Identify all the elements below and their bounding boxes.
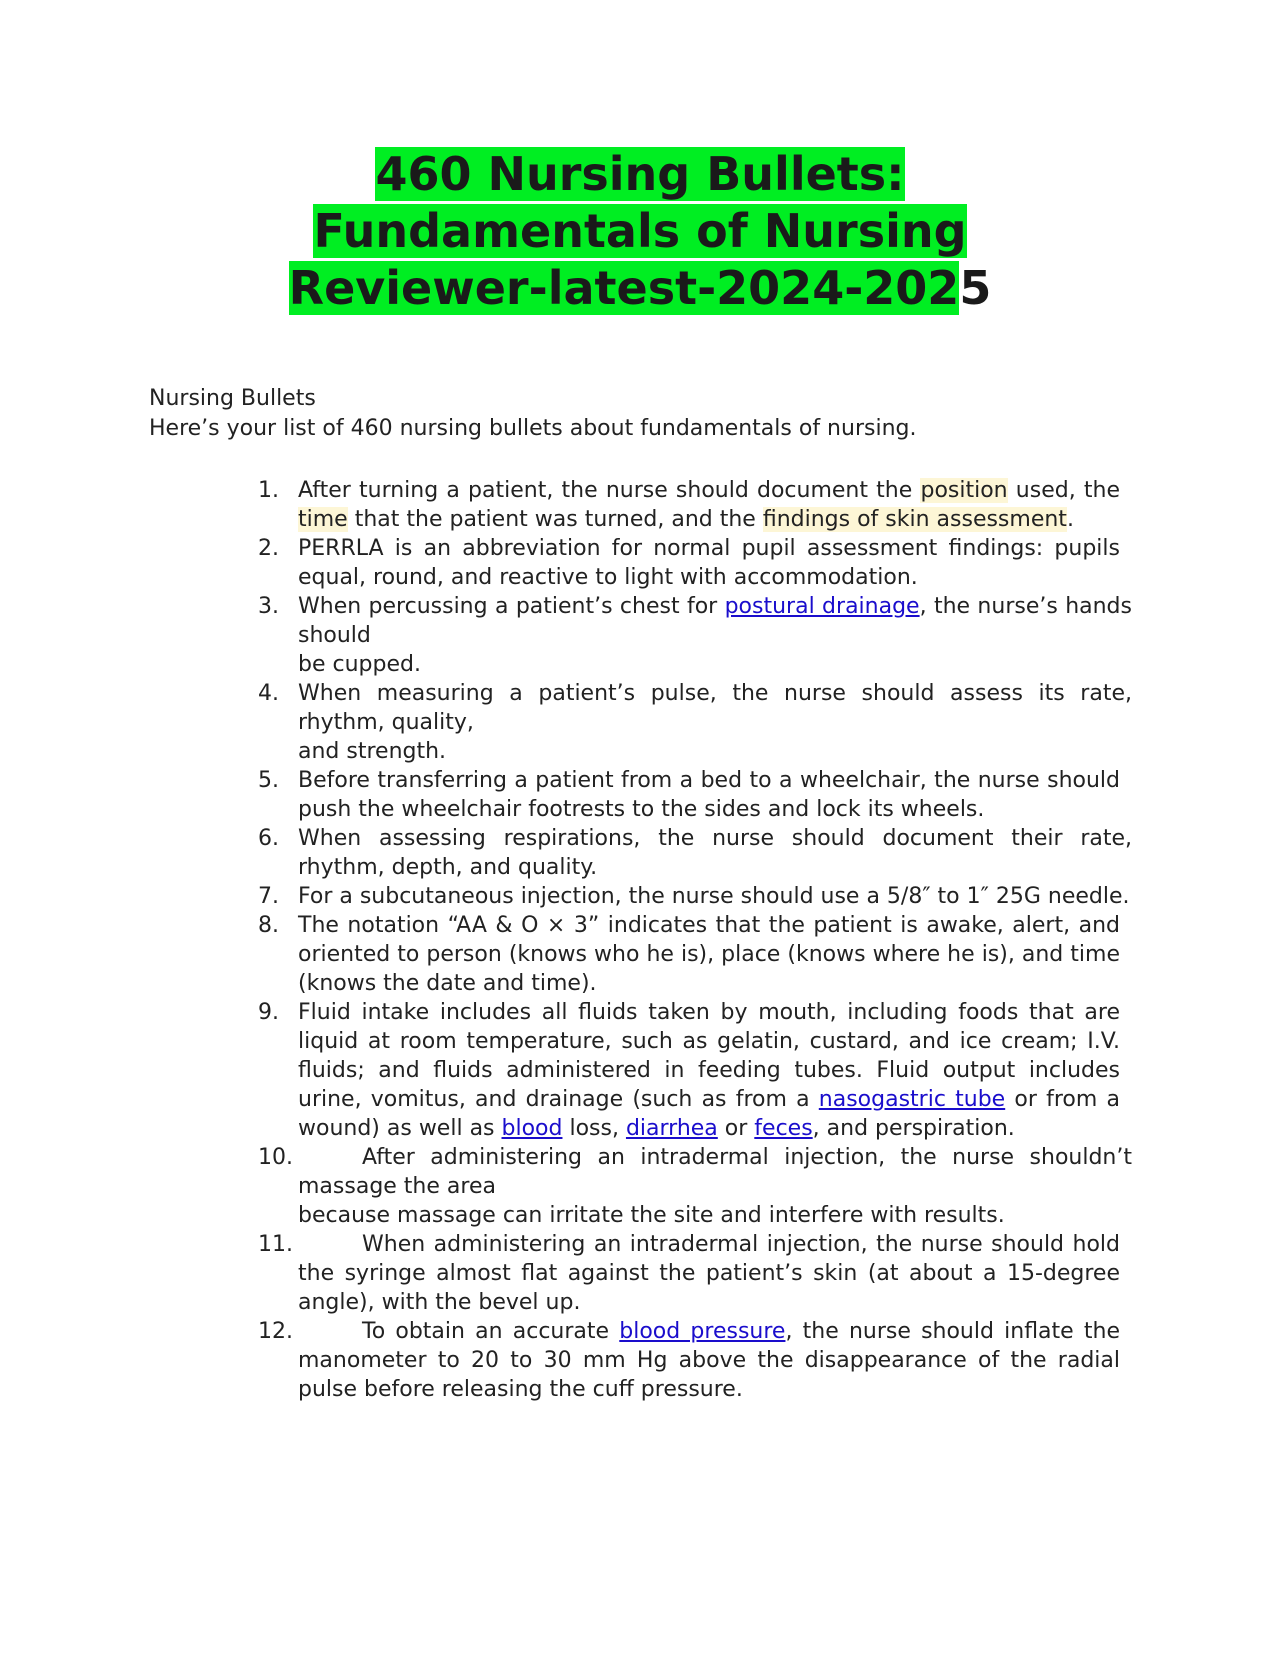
item-text: When percussing a patient’s chest for postural drainage, the nurse’s hands should be cupped.	[298, 594, 1132, 677]
item-number: 7.	[258, 884, 279, 909]
item-text: PERRLA is an abbreviation for normal pupil assessment findings: pupils equal, round, and reactive to light with accommodation.	[298, 536, 1120, 590]
item-number: 5.	[258, 768, 279, 793]
item-number: 8.	[258, 913, 279, 938]
item-number: 6.	[258, 826, 279, 851]
item-number: 4.	[258, 681, 279, 706]
item-text: Fluid intake includes all fluids taken by mouth, including foods that are liquid at room temperature, such as gelatin, custard, and ice cream; I.V. fluids; and fluids administered in feeding tubes. Fluid output includes urine, vomitus, and drainage (such as from a nasogastric tube or from a wound) as well as blood loss, diarrhea or feces, and perspiration.	[298, 1000, 1120, 1141]
item-text: When measuring a patient’s pulse, the nurse should assess its rate, rhythm, quality, and strength.	[298, 681, 1132, 764]
item-number: 12.	[258, 1319, 293, 1344]
list-item	[258, 882, 1138, 911]
document-title	[140, 146, 1140, 317]
item-number: 2.	[258, 536, 279, 561]
item-text: When administering an intradermal injection, the nurse should hold the syringe almost flat against the patient’s skin (at about a 15-degree angle), with the bevel up.	[298, 1232, 1120, 1315]
list-item	[258, 1317, 1138, 1404]
item-text: When assessing respirations, the nurse should document their rate, rhythm, depth, and quality.	[298, 826, 1132, 880]
list-item	[258, 592, 1138, 679]
list-item	[258, 679, 1138, 766]
title-line-3-tail: 5	[959, 261, 992, 315]
title-line-1: 460 Nursing Bullets:	[375, 147, 905, 201]
link-diarrhea[interactable]: diarrhea	[625, 1116, 718, 1141]
item-number: 11.	[258, 1232, 293, 1257]
list-item	[258, 824, 1138, 882]
item-number: 9.	[258, 1000, 279, 1025]
link-blood-pressure[interactable]: blood pressure	[619, 1319, 786, 1344]
list-item	[258, 911, 1138, 998]
intro-heading: Nursing Bullets	[149, 386, 316, 411]
intro-section	[149, 384, 916, 444]
list-item	[258, 1230, 1138, 1317]
item-text: The notation “AA & O × 3” indicates that the patient is awake, alert, and oriented to person (knows who he is), place (knows where he is), and time (knows the date and time).	[298, 913, 1120, 996]
link-nasogastric-tube[interactable]: nasogastric tube	[818, 1087, 1006, 1112]
item-text: After turning a patient, the nurse should document the position used, the time that the patient was turned, and the findings of skin assessment.	[298, 478, 1120, 532]
title-line-2: Fundamentals of Nursing	[313, 204, 967, 258]
title-line-3: Reviewer-latest-2024-202	[288, 261, 960, 315]
intro-sentence: Here’s your list of 460 nursing bullets about fundamentals of nursing.	[149, 416, 917, 441]
list-item	[258, 998, 1138, 1143]
item-number: 1.	[258, 478, 279, 503]
list-item	[258, 1143, 1138, 1230]
item-text: Before transferring a patient from a bed to a wheelchair, the nurse should push the wheelchair footrests to the sides and lock its wheels.	[298, 768, 1120, 822]
list-item	[258, 534, 1138, 592]
link-postural-drainage[interactable]: postural drainage	[724, 594, 920, 619]
highlight-time: time	[298, 507, 348, 532]
bullet-list	[258, 476, 1138, 1404]
item-text: To obtain an accurate blood pressure, the nurse should inflate the manometer to 20 to 30 mm Hg above the disappearance of the radial pulse before releasing the cuff pressure.	[298, 1319, 1120, 1402]
list-item	[258, 766, 1138, 824]
link-blood[interactable]: blood	[501, 1116, 563, 1141]
highlight-findings: findings of skin assessment	[762, 507, 1067, 532]
highlight-position: position	[920, 478, 1008, 503]
list-item	[258, 476, 1138, 534]
item-number: 10.	[258, 1145, 293, 1170]
link-feces[interactable]: feces	[754, 1116, 813, 1141]
item-text: For a subcutaneous injection, the nurse should use a 5/8″ to 1″ 25G needle.	[298, 884, 1130, 909]
item-number: 3.	[258, 594, 279, 619]
item-text: After administering an intradermal injection, the nurse shouldn’t massage the area because massage can irritate the site and interfere with results.	[298, 1145, 1132, 1228]
